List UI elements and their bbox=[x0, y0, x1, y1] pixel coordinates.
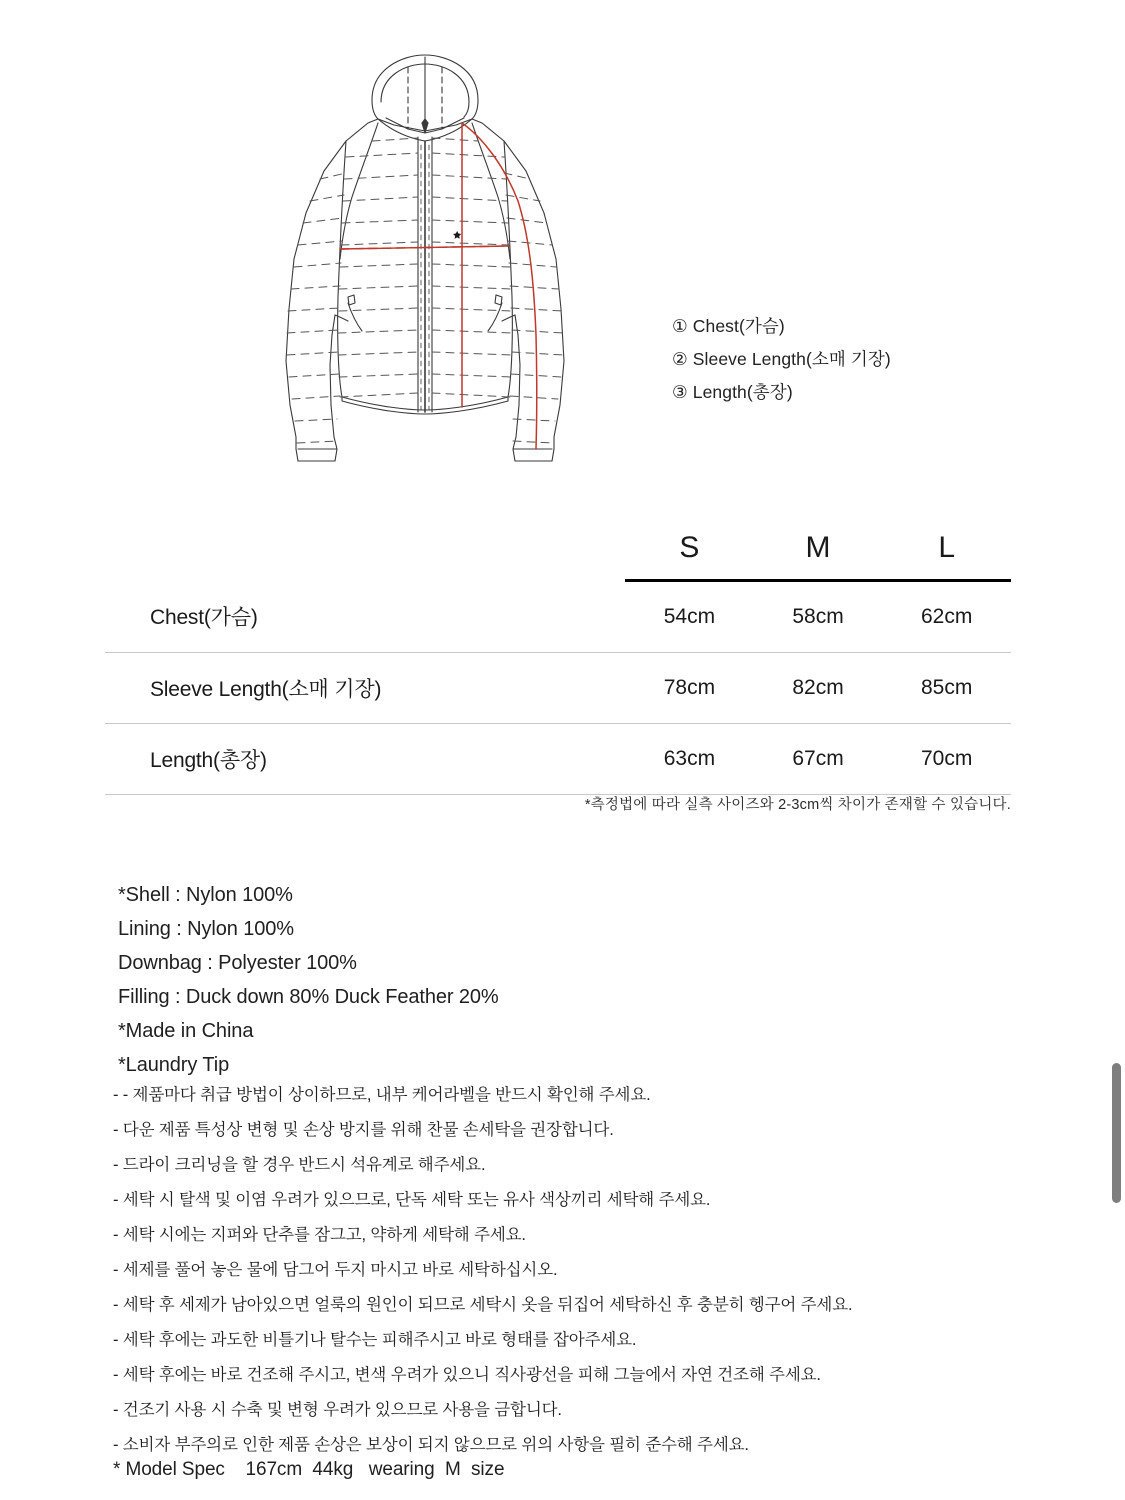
spec-line-laundry-tip-heading: *Laundry Tip bbox=[118, 1054, 230, 1076]
page-scrollbar-track[interactable] bbox=[1108, 0, 1125, 1500]
jacket-technical-illustration bbox=[260, 45, 590, 475]
length-value-l: 70cm bbox=[882, 724, 1011, 795]
legend-item-sleeve-length: ② Sleeve Length(소매 기장) bbox=[672, 349, 891, 369]
sleeve-length-value-m: 82cm bbox=[754, 653, 883, 724]
model-spec-line: * Model Spec 167cm 44kg wearing M size bbox=[113, 1459, 505, 1480]
list-item: - 세제를 풀어 놓은 물에 담그어 두지 마시고 바로 세탁하십시오. bbox=[113, 1261, 558, 1279]
spec-line-made-in: *Made in China bbox=[118, 1020, 254, 1042]
list-item: - 세탁 후에는 바로 건조해 주시고, 변색 우려가 있으니 직사광선을 피해 그늘에서 자연 건조해 주세요. bbox=[113, 1366, 821, 1384]
sleeve-length-value-l: 85cm bbox=[882, 653, 1011, 724]
table-row bbox=[105, 653, 1011, 724]
size-column-header-m: M bbox=[754, 525, 883, 581]
list-item: - 건조기 사용 시 수축 및 변형 우려가 있으므로 사용을 금합니다. bbox=[113, 1401, 562, 1419]
size-column-header-l: L bbox=[882, 525, 1011, 581]
laundry-tip-list bbox=[113, 1078, 1073, 1463]
measurement-label-sleeve-length: Sleeve Length(소매 기장) bbox=[105, 653, 625, 724]
table-row bbox=[105, 724, 1011, 795]
star-marker-icon bbox=[453, 231, 461, 239]
list-item: - 세탁 후 세제가 남아있으면 얼룩의 원인이 되므로 세탁시 옷을 뒤집어 세탁하신 후 충분히 헹구어 주세요. bbox=[113, 1296, 853, 1314]
chest-value-s: 54cm bbox=[625, 581, 754, 653]
list-item: - 다운 제품 특성상 변형 및 손상 방지를 위해 찬물 손세탁을 권장합니다. bbox=[113, 1121, 614, 1139]
legend-item-length: ③ Length(총장) bbox=[672, 382, 793, 402]
measurement-legend bbox=[672, 310, 1002, 409]
spec-line-downbag: Downbag : Polyester 100% bbox=[118, 952, 357, 974]
list-item: - 소비자 부주의로 인한 제품 손상은 보상이 되지 않으므로 위의 사항을 필히 준수해 주세요. bbox=[113, 1436, 749, 1454]
size-chart bbox=[105, 525, 1011, 795]
size-chart-note: *측정법에 따라 실측 사이즈와 2-3cm씩 차이가 존재할 수 있습니다. bbox=[584, 797, 1011, 813]
page-scrollbar-thumb[interactable] bbox=[1112, 1063, 1121, 1203]
list-item: - - 제품마다 취급 방법이 상이하므로, 내부 케어라벨을 반드시 확인해 주세요. bbox=[113, 1086, 651, 1104]
sleeve-length-value-s: 78cm bbox=[625, 653, 754, 724]
size-chart-label-header bbox=[105, 525, 625, 581]
size-chart-body bbox=[105, 581, 1011, 795]
spec-line-filling: Filling : Duck down 80% Duck Feather 20% bbox=[118, 986, 499, 1008]
size-chart-header bbox=[105, 525, 1011, 581]
table-row bbox=[105, 581, 1011, 653]
chest-value-m: 58cm bbox=[754, 581, 883, 653]
size-chart-header-row bbox=[105, 525, 1011, 581]
measurement-label-length: Length(총장) bbox=[105, 724, 625, 795]
measurement-label-chest: Chest(가슴) bbox=[105, 581, 625, 653]
size-column-header-s: S bbox=[625, 525, 754, 581]
list-item: - 드라이 크리닝을 할 경우 반드시 석유계로 해주세요. bbox=[113, 1156, 486, 1174]
jacket-flat-drawing bbox=[260, 45, 590, 475]
list-item: - 세탁 후에는 과도한 비틀기나 탈수는 피해주시고 바로 형태를 잡아주세요. bbox=[113, 1331, 637, 1349]
legend-item-chest: ① Chest(가슴) bbox=[672, 316, 785, 336]
spec-line-lining: Lining : Nylon 100% bbox=[118, 918, 294, 940]
material-spec-block bbox=[118, 878, 1018, 1082]
spec-line-shell: *Shell : Nylon 100% bbox=[118, 884, 293, 906]
chest-value-l: 62cm bbox=[882, 581, 1011, 653]
list-item: - 세탁 시에는 지퍼와 단추를 잠그고, 약하게 세탁해 주세요. bbox=[113, 1226, 526, 1244]
size-chart-table bbox=[105, 525, 1011, 795]
list-item: - 세탁 시 탈색 및 이염 우려가 있으므로, 단독 세탁 또는 유사 색상끼리 세탁해 주세요. bbox=[113, 1191, 711, 1209]
length-value-m: 67cm bbox=[754, 724, 883, 795]
length-value-s: 63cm bbox=[625, 724, 754, 795]
